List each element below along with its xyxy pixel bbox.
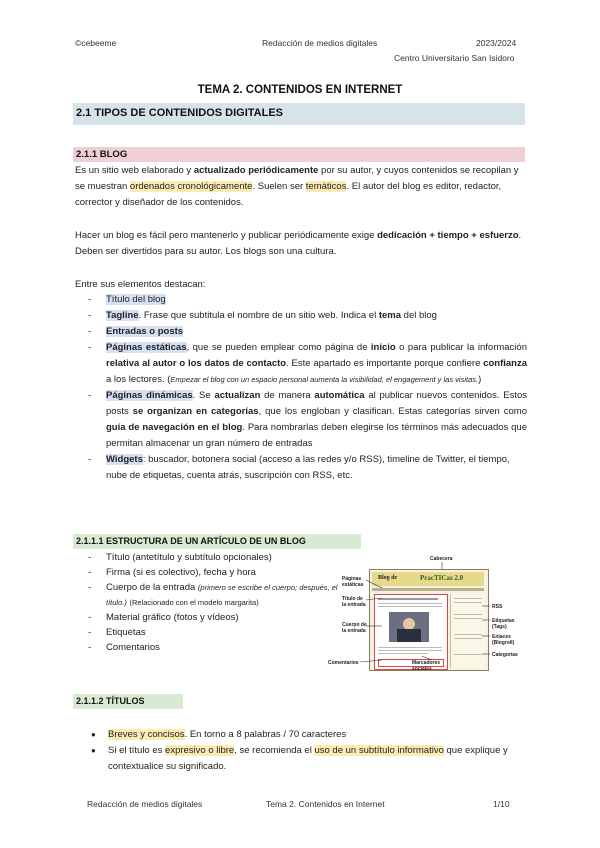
text: del blog	[401, 310, 437, 321]
label-comentarios: Comentarios	[328, 660, 359, 666]
text: Hacer un blog es fácil pero mantenerlo y publicar periódicamente exige	[75, 230, 378, 241]
section-2-1-1-band	[73, 147, 525, 162]
list-item: - Firma (si es colectivo), fecha y hora	[86, 565, 341, 580]
label-titulo-entrada: Título de la entrada	[342, 596, 366, 608]
label-enlaces: Enlaces (Blogroll)	[492, 634, 515, 646]
note: (primero se escribe el cuerpo; después, el título.)	[106, 583, 338, 607]
bold-text: actualizan	[214, 390, 261, 401]
label-marcadores: Marcadores sociales	[412, 660, 441, 672]
list-item	[86, 388, 527, 452]
text: Es un sitio web elaborado y	[75, 165, 194, 176]
connector	[366, 598, 382, 600]
highlight: Tagline	[106, 310, 139, 321]
label-paginas-estaticas: Páginas estáticas	[342, 576, 364, 588]
label-cuerpo-entrada: Cuerpo de la entrada	[342, 622, 367, 634]
text: : buscador, botonera social (acceso a las redes y/o RSS), timeline de Twitter, el tiempo, nube de etiquetas, cuenta atrás, suscripción con RSS, etc.	[106, 454, 510, 481]
blog-structure-diagram	[328, 556, 527, 674]
header-year: 2023/2024	[476, 38, 517, 48]
text: . El autor del blog es editor, redactor, corrector y diseñador de los contenidos.	[75, 181, 502, 208]
highlight: Widgets	[106, 454, 143, 465]
connector	[422, 656, 432, 660]
section-2-1-1-2-band	[73, 694, 183, 709]
note: (Relacionado con el modelo margarita)	[129, 598, 259, 607]
text: que explique y contextualice su significado.	[108, 745, 508, 772]
text: Si el título es	[108, 745, 166, 756]
text: a los lectores. (	[106, 374, 171, 385]
text: Cuerpo de la entrada	[106, 582, 198, 593]
bold-text: actualizado periódicamente	[193, 165, 319, 176]
list-item	[86, 324, 527, 340]
bold-text: relativa al autor o los datos de contacto	[106, 358, 287, 369]
highlight: Páginas estáticas	[106, 342, 187, 353]
list-item: - Título (antetítulo y subtítulo opcionales)	[86, 550, 341, 565]
blog-name: Blog de	[378, 575, 398, 581]
list-item	[86, 308, 527, 324]
list-item	[88, 727, 526, 743]
text: . Se	[192, 390, 215, 401]
label-categorias: Categorías	[492, 652, 518, 658]
highlight: Páginas dinámicas	[106, 390, 193, 401]
blog-logo: PracTICas 2.0	[420, 574, 464, 582]
text: , que se pueden emplear como página de	[186, 342, 371, 353]
elements-list	[86, 292, 527, 484]
text: , que los engloban y clasifican. Estas categorías sirven como	[258, 406, 527, 417]
text: . Suelen ser	[252, 181, 306, 192]
text: . Para nombrarlas deben elegirse los términos más adecuados que permitan almacenar un gran número de entradas	[106, 422, 527, 449]
list-item: - Etiquetas	[86, 625, 341, 640]
text: . En torno a 8 palabras / 70 caracteres	[184, 729, 347, 740]
elements-intro: Entre sus elementos destacan:	[75, 279, 206, 290]
section-2-1-1-1-heading: 2.1.1.1 ESTRUCTURA DE UN ARTÍCULO DE UN BLOG	[76, 536, 306, 546]
connector	[360, 660, 382, 662]
list-item: - Material gráfico (fotos y vídeos)	[86, 610, 341, 625]
footer-course: Redacción de medios digitales	[87, 799, 203, 809]
bold-text: automática	[314, 390, 365, 401]
header-course: Redacción de medios digitales	[262, 38, 378, 48]
highlight: Título del blog	[106, 294, 166, 305]
text: , se recomienda el	[234, 745, 315, 756]
connector	[366, 580, 382, 588]
bold-text: confianza	[483, 358, 527, 369]
text: al publicar nuevos contenidos. Estos posts	[106, 390, 527, 417]
highlight: Breves y concisos	[108, 729, 185, 740]
bold-text: dedicación + tiempo + esfuerzo	[377, 230, 519, 241]
text: de manera	[260, 390, 315, 401]
bold-text: inicio	[370, 342, 396, 353]
header-author: ©cebeeme	[75, 38, 117, 48]
section-2-1-1-1-band	[73, 534, 361, 549]
list-item	[86, 452, 527, 484]
label-rss: RSS	[492, 604, 503, 610]
list-item	[86, 292, 527, 308]
bold-text: tema	[378, 310, 402, 321]
bold-text: guía de navegación en el blog	[106, 422, 243, 433]
text: . Este apartado es importante porque confiere	[286, 358, 484, 369]
highlight: temáticos	[305, 181, 347, 192]
footer-page: 1/10	[493, 799, 510, 809]
label-cabecera: Cabecera	[430, 556, 453, 562]
text: . Deben ser divertidos para su autor. Los blogs son una cultura.	[75, 230, 522, 257]
list-item	[88, 743, 526, 775]
blog-maintenance	[75, 228, 527, 260]
section-2-1-1-heading: 2.1.1 BLOG	[76, 149, 128, 160]
text: por su autor, y cuyos contenidos se recopilan y se muestran	[75, 165, 519, 192]
note: Empezar el blog con un espacio personal aumenta la visibilidad, el engagement y las visitas.	[170, 375, 479, 384]
footer-chapter: Tema 2. Contenidos en Internet	[266, 799, 385, 809]
label-etiquetas: Etiquetas (Tags)	[492, 618, 515, 630]
diagram-connectors	[342, 556, 527, 674]
bold-text: se organizan en categorías	[132, 406, 259, 417]
section-2-1-1-2-heading: 2.1.1.2 TÍTULOS	[76, 696, 145, 706]
header-institution: Centro Universitario San Isidoro	[394, 53, 515, 63]
highlight: ordenados cronológicamente	[129, 181, 253, 192]
structure-list	[86, 550, 341, 655]
highlight: uso de un subtítulo informativo	[314, 745, 444, 756]
section-2-1-band	[73, 103, 525, 125]
section-2-1-heading: 2.1 TIPOS DE CONTENIDOS DIGITALES	[76, 107, 283, 119]
highlight: expresivo o libre	[165, 745, 235, 756]
page-title: TEMA 2. CONTENIDOS EN INTERNET	[197, 84, 403, 96]
blog-definition	[75, 163, 527, 211]
list-item: - Comentarios	[86, 640, 341, 655]
list-item	[86, 580, 341, 610]
titles-list	[88, 727, 526, 775]
highlight: Entradas o posts	[106, 326, 184, 337]
text: )	[478, 374, 482, 385]
list-item	[86, 340, 527, 388]
text: o para publicar la información	[395, 342, 527, 353]
text: . Frase que subtitula el nombre de un sitio web. Indica el	[138, 310, 379, 321]
